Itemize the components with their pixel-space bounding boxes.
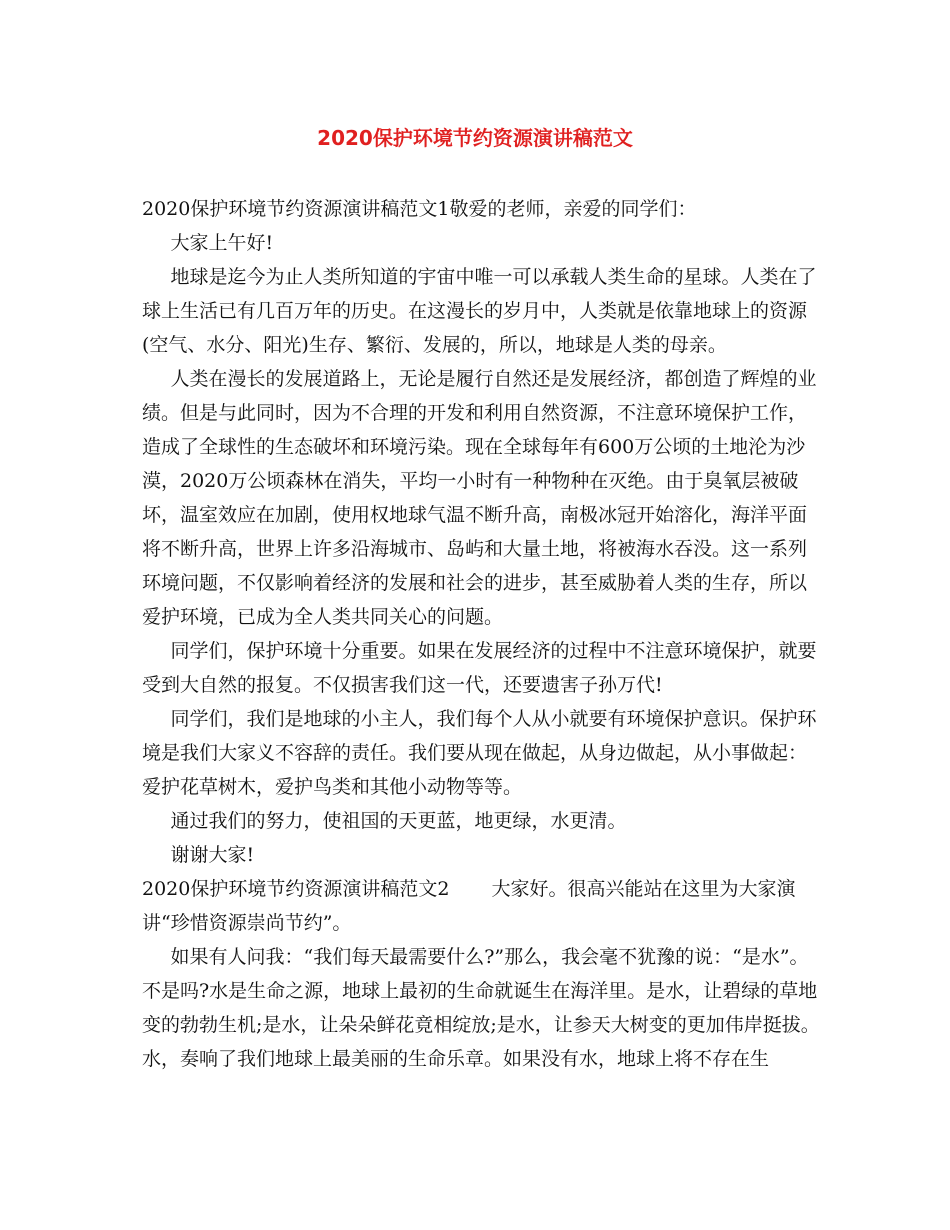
document-body [142,192,824,1076]
paragraph-5: 同学们，保护环境十分重要。如果在发展经济的过程中不注意环境保护，就要受到大自然的报复。不仅损害我们这一代，还要遗害子孙万代! [142,640,817,696]
paragraph-7: 通过我们的努力，使祖国的天更蓝，地更绿，水更清。 [170,810,627,832]
paragraph-10: 如果有人问我：“我们每天最需要什么?”那么，我会毫不犹豫的说：“是水”。不是吗?水是生命之源，地球上最初的生命就诞生在海洋里。是水，让碧绿的草地变的勃勃生机;是水，让朵朵鲜花竟相绽放;是水，让参天大树变的更加伟岸挺拔。水，奏响了我们地球上最美丽的生命乐章。如果没有水，地球上将不存在生 [142,946,820,1070]
paragraph-8: 谢谢大家! [170,844,255,866]
paragraph-3: 地球是迄今为止人类所知道的宇宙中唯一可以承载人类生命的星球。人类在了球上生活已有几百万年的历史。在这漫长的岁月中，人类就是依靠地球上的资源(空气、水分、阳光)生存、繁衍、发展的，所以，地球是人类的母亲。 [142,266,817,356]
paragraph-6: 同学们，我们是地球的小主人，我们每个人从小就要有环境保护意识。保护环境是我们大家义不容辞的责任。我们要从现在做起，从身边做起，从小事做起：爱护花草树木，爱护鸟类和其他小动物等等。 [142,708,817,798]
section-2-heading: 2020保护环境节约资源演讲稿范文2 [142,878,450,900]
section-2-greeting: 大家好。很高兴能站在这里为大家演讲“珍惜资源崇尚节约”。 [142,878,796,934]
document-title: 2020保护环境节约资源演讲稿范文 [317,126,633,150]
paragraph-2: 大家上午好! [170,232,274,254]
section-2-intro [142,872,824,940]
paragraph-1: 2020保护环境节约资源演讲稿范文1敬爱的老师，亲爱的同学们： [142,198,697,220]
paragraph-4: 人类在漫长的发展道路上，无论是履行自然还是发展经济，都创造了辉煌的业绩。但是与此同时，因为不合理的开发和利用自然资源，不注意环境保护工作，造成了全球性的生态破坏和环境污染。现在全球每年有600万公顷的土地沦为沙漠，2020万公顷森林在消失，平均一小时有一种物种在灭绝。由于臭氧层被破坏，温室效应在加剧，使用权地球气温不断升高，南极冰冠开始溶化，海洋平面将不断升高，世界上许多沿海城市、岛屿和大量土地，将被海水吞没。这一系列环境问题，不仅影响着经济的发展和社会的进步，甚至威胁着人类的生存，所以爱护环境，已成为全人类共同关心的问题。 [142,368,817,628]
